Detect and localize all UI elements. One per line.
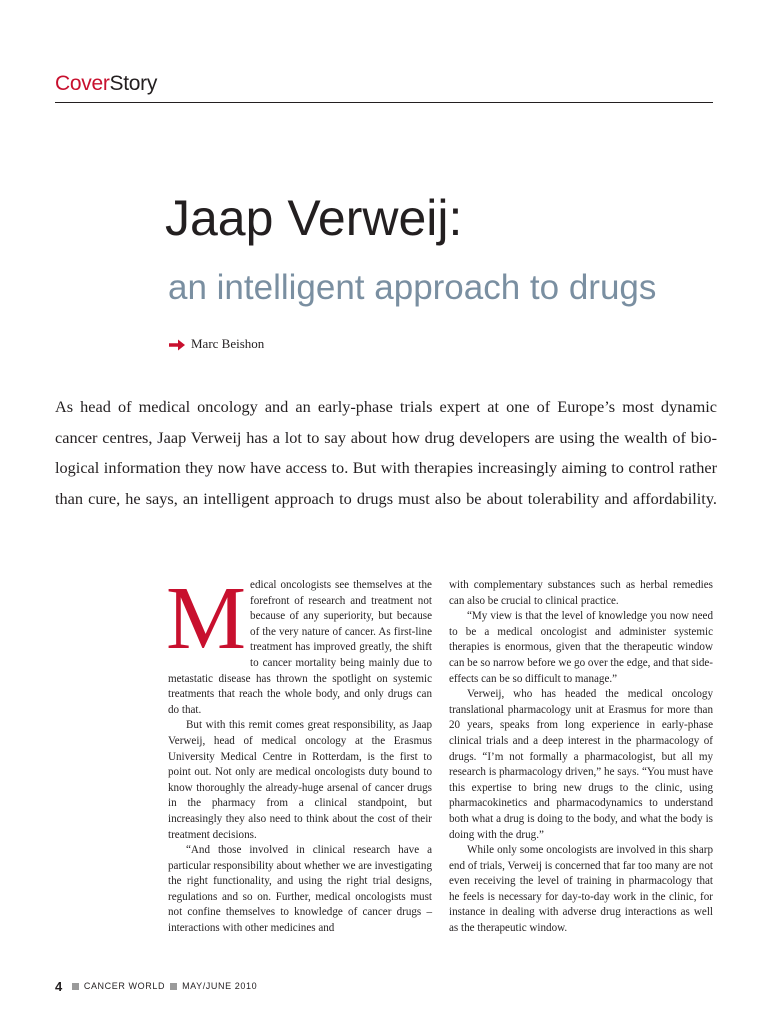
body-paragraph: But with this remit comes great responsibility, as Jaap Verweij, head of medical oncology at the Erasmus University Medical Centre in Rotterdam, is the first to point out. Not only are medical oncologists duty bound to know thoroughly the already-huge arsenal of cancer drugs in the pharmacy from a clinical standpoint, but increasingly they also need to think about the cost of their treatment decisions. [168,719,432,841]
square-bullet-icon [72,983,79,990]
section-label [55,70,157,98]
byline [168,334,264,354]
body-column-left [166,569,432,937]
author-name: Marc Beishon [191,336,265,351]
intro-line: logical information they now have access to. But with therapies increasingly aiming to control rather [55,458,717,477]
arrow-right-icon [168,338,186,352]
intro-line: cancer centres, Jaap Verweij has a lot to say about how drug developers are using the wealth of bio- [55,427,717,447]
body-paragraph: “And those involved in clinical research have a particular responsibility about whether we are investigating the right functionality, and using the right trial designs, regulations and so on. Further, medical oncologists must not confine themselves to knowledge of cancer drugs – interactions with other medicines and [168,844,432,935]
issue-date: MAY/JUNE 2010 [182,981,258,991]
publication-name: CANCER WORLD [83,981,166,991]
body-paragraph: Verweij, who has headed the medical oncology translational pharmacology unit at Erasmus for more than 20 years, speaks from long experience in early-phase clinical trials and a deep interest in the pharmacology of drugs. “I’m not formally a pharmacologist, but all my research is pharmacology driven,” he says. “You must have this expertise to bring new drugs to the clinic, using pharmacokinetics and pharmacodynamics to understand both what a drug is doing to the body, and what the body is doing with the drug.” [449,688,713,841]
body-paragraph: While only some oncologists are involved in this sharp end of trials, Verweij is concerned that far too many are not even receiving the level of training in pharmacology that he feels is necessary for day-to-day work in the clinic, for instance in dealing with adverse drug interactions as well as the therapeutic window. [449,844,713,935]
article-title: Jaap Verweij: [165,190,463,246]
body-column-right [449,578,713,937]
page-footer [55,978,257,994]
square-bullet-icon [170,983,177,990]
article-intro [55,392,717,514]
intro-line: As head of medical oncology and an early-phase trials expert at one of Europe’s most dynamic [55,397,717,416]
body-paragraph: “My view is that the level of knowledge you now need to be a medical oncologist and administer systemic therapies is enormous, given that the therapeutic window can be so narrow before we go over the edge, and that side-effects can be so difficult to manage.” [449,610,713,685]
article-subtitle: an intelligent approach to drugs [168,268,657,307]
intro-line: than cure, he says, an intelligent approach to drugs must also be about tolerability and affordability. [55,488,717,508]
page-number: 4 [55,978,63,994]
body-paragraph: edical oncologists see themselves at the forefront of research and treatment not because of any superiority, but because of the very nature of cancer. As first-line treatment has improved greatly, the shift to cancer mortality being mainly due to metastatic disease has thrown the spotlight on systemic treatments that reach the whole body, and only drugs can do that. [168,579,432,716]
section-label-cover: Cover [55,72,110,95]
section-label-story: Story [109,72,158,95]
body-paragraph: with complementary substances such as herbal remedies can also be crucial to clinical practice. [449,579,713,607]
drop-cap: M [166,569,247,668]
section-header [55,70,713,103]
